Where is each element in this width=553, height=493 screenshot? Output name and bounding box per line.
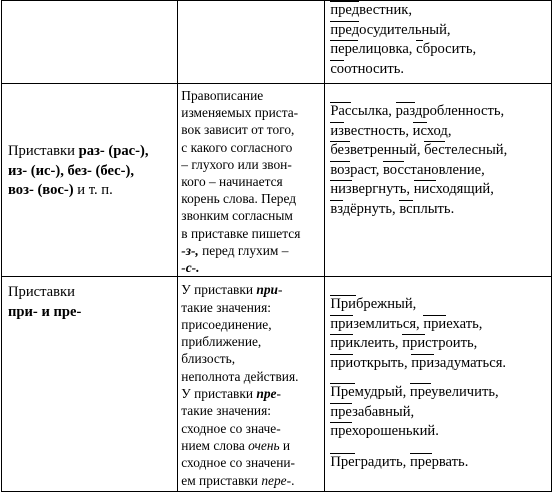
example-line: приклеить, пристроить, xyxy=(330,335,478,352)
table-row xyxy=(2,84,552,277)
prefix-mark: с xyxy=(416,41,423,57)
prefix-title-line: Приставки раз- (рас-), xyxy=(8,143,149,159)
prefix-mark: при xyxy=(411,354,435,371)
rule-cell xyxy=(178,1,325,84)
example-line: известность, исход, xyxy=(330,122,452,139)
rule-cell xyxy=(178,84,325,277)
example-line: вздёрнуть, всплыть. xyxy=(330,200,455,217)
example-line: низвергнуть, нисходящий, xyxy=(330,181,494,197)
example-line: Премудрый, преувеличить, xyxy=(330,384,499,401)
rule-line: корень слова. Перед xyxy=(181,191,297,207)
prefix-mark: без xyxy=(330,142,350,158)
example-line: возраст, восстановление, xyxy=(330,161,485,178)
prefix-mark: Пре xyxy=(330,384,355,401)
prefix-cell xyxy=(2,84,178,277)
examples-cell xyxy=(325,84,552,277)
rule-line: такие значения: xyxy=(181,299,271,315)
prefix-cell xyxy=(2,1,178,84)
prefix-mark: вс xyxy=(399,200,413,217)
rule-line: -с-. xyxy=(181,260,200,276)
prefix-mark: из xyxy=(330,122,344,139)
rule-line: сходное со значе- xyxy=(181,420,281,436)
rule-line: такие значения: xyxy=(181,403,271,419)
prefix-mark: нис xyxy=(413,181,436,197)
prefix-mark: Рас xyxy=(330,103,352,119)
prefix-title-line: из- (ис-), без- (бес-), xyxy=(8,162,134,179)
prefix-mark: пре xyxy=(330,423,352,440)
prefix-title-line: при- и пре- xyxy=(8,303,82,320)
rule-line: -з-, перед глухим – xyxy=(181,242,289,258)
table-row xyxy=(2,277,552,492)
rule-line: близость, xyxy=(181,351,236,367)
prefix-title-line: Приставки xyxy=(8,284,75,301)
prefix-mark: со xyxy=(330,60,345,77)
prefix-mark: При xyxy=(330,296,356,313)
example-line: презабавный, xyxy=(330,403,415,420)
rule-line: присоединение, xyxy=(181,316,272,332)
prefix-mark: Пре xyxy=(330,453,355,470)
example-line: безветренный, бестелесный, xyxy=(330,142,508,158)
rule-line: сходное со значени- xyxy=(181,455,295,471)
rule-line: У приставки пре- xyxy=(181,386,281,402)
rule-line: вок зависит от того, xyxy=(181,122,295,138)
rule-line: приближение, xyxy=(181,334,262,350)
rule-line: с какого согласного xyxy=(181,139,293,155)
prefix-mark: бес xyxy=(424,142,445,158)
example-line: Преградить, прервать. xyxy=(330,453,469,470)
example-line: прехорошенький. xyxy=(330,423,439,440)
rule-line: ем приставки пере-. xyxy=(181,472,295,488)
group-spacer xyxy=(330,373,549,383)
prefix-mark: при xyxy=(423,315,447,332)
prefix-mark: пре xyxy=(330,403,353,420)
prefix-mark: пере xyxy=(330,41,359,57)
rule-line: в приставке пишется xyxy=(181,225,301,241)
prefix-mark: при xyxy=(330,335,354,352)
table-row xyxy=(2,1,552,84)
example-line: предосудительный, xyxy=(330,21,451,38)
example-line: приоткрыть, призадуматься. xyxy=(330,354,507,371)
rule-line: кого – начинается xyxy=(181,174,283,190)
prefix-title-line: воз- (вос-) и т. п. xyxy=(8,182,113,198)
prefix-cell xyxy=(2,277,178,492)
prefix-mark: при xyxy=(330,315,354,332)
rule-line: – глухого или звон- xyxy=(181,156,292,172)
rule-line: Правописание xyxy=(181,88,264,103)
prefix-rules-table xyxy=(1,0,552,492)
prefix-mark: раз xyxy=(395,103,415,119)
example-line: предвестник, xyxy=(330,2,413,18)
example-line: перелицовка, сбросить, xyxy=(330,41,477,57)
rule-line: звонким согласным xyxy=(181,208,293,224)
prefix-mark: ис xyxy=(412,122,427,139)
rule-line: У приставки при- xyxy=(181,282,283,298)
prefix-mark: воз xyxy=(330,161,351,178)
examples-cell xyxy=(325,1,552,84)
prefix-mark: пре xyxy=(409,453,432,470)
prefix-mark: вос xyxy=(383,161,404,178)
example-line: Рассылка, раздробленность, xyxy=(330,103,505,119)
example-line: Прибрежный, xyxy=(330,296,417,313)
example-line: соотносить. xyxy=(330,60,405,77)
prefix-mark: при xyxy=(330,354,354,371)
prefix-mark: пред xyxy=(330,21,360,38)
rule-line: изменяемых приста- xyxy=(181,105,299,121)
prefix-mark: при xyxy=(402,335,426,352)
prefix-mark: вз xyxy=(330,200,343,217)
prefix-mark: низ xyxy=(330,181,352,197)
prefix-mark: пред xyxy=(330,2,360,18)
prefix-mark: пре xyxy=(409,384,432,401)
rule-line: неполнота действия. xyxy=(181,368,299,384)
group-spacer xyxy=(330,442,549,453)
example-line: приземлиться, приехать, xyxy=(330,315,483,332)
examples-cell xyxy=(325,277,552,492)
rule-cell xyxy=(178,277,325,492)
rule-line: нием слова очень и xyxy=(181,437,291,453)
